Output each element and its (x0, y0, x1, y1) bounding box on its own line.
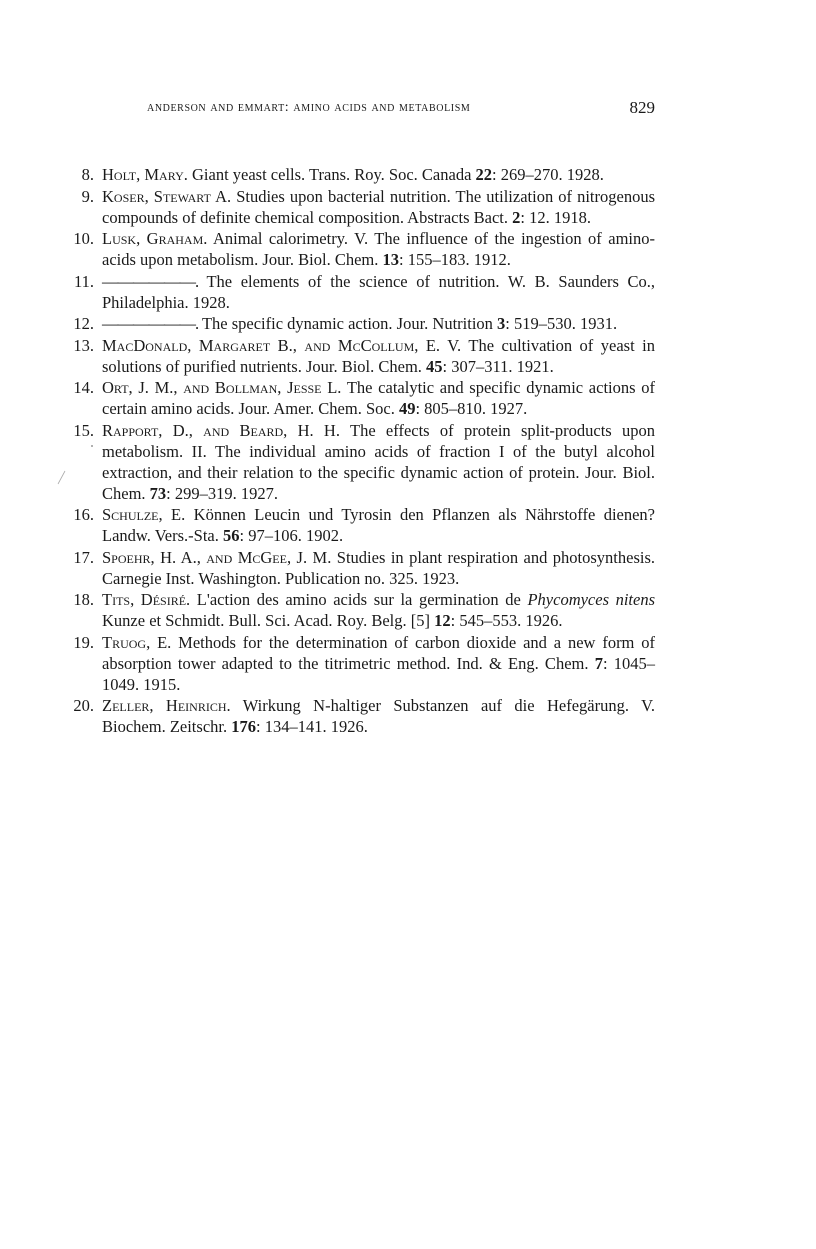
reference-item: 19. Truog, E. Methods for the determination of carbon dioxide and a new form of absorption tower adapted to the titrimetric method. Ind. & Eng. Chem. 7: 1045–1049. 1915. (73, 632, 656, 694)
reference-item: 10. Lusk, Graham. Animal calorimetry. V. The influence of the ingestion of amino-acids upon metabolism. Jour. Biol. Chem. 13: 155–183. 1912. (73, 229, 655, 269)
reference-item: 18. Tits, Désiré. L'action des amino acids sur la germination de Phycomyces nitens Kunze et Schmidt. Bull. Sci. Acad. Roy. Belg. [5] 12: 545–553. 1926. (73, 590, 656, 630)
reference-item: 16. Schulze, E. Können Leucin und Tyrosin den Pflanzen als Nährstoffe dienen? Landw. Vers.-Sta. 56: 97–106. 1902. (73, 505, 655, 545)
page-number: 829 (629, 98, 655, 117)
running-title: anderson and emmart: amino acids and metabolism (147, 100, 471, 115)
reference-item: 11. ——————. The elements of the science of nutrition. W. B. Saunders Co., Philadelphia. 1928. (73, 271, 655, 312)
reference-item: 13. MacDonald, Margaret B., and McCollum, E. V. The cultivation of yeast in solutions of purified nutrients. Jour. Biol. Chem. 45: 307–311. 1921. (73, 335, 655, 376)
reference-item: 9. Koser, Stewart A. Studies upon bacterial nutrition. The utilization of nitrogenous compounds of definite chemical composition. Abstracts Bact. 2: 12. 1918. (81, 186, 655, 227)
reference-item: 12. ——————. The specific dynamic action. Jour. Nutrition 3: 519–530. 1931. (73, 314, 618, 333)
running-header (147, 98, 655, 122)
reference-item: 17. Spoehr, H. A., and McGee, J. M. Studies in plant respiration and photosynthesis. Carnegie Inst. Washington. Publication no. 325. 1923. (73, 547, 656, 588)
reference-item: 20. Zeller, Heinrich. Wirkung N-haltiger Substanzen auf die Hefegärung. V. Biochem. Zeitschr. 176: 134–141. 1926. (73, 696, 656, 736)
reference-item: 8. Holt, Mary. Giant yeast cells. Trans. Roy. Soc. Canada 22: 269–270. 1928. (81, 165, 604, 184)
reference-item: 14. Ort, J. M., and Bollman, Jesse L. The catalytic and specific dynamic actions of certain amino acids. Jour. Amer. Chem. Soc. 49: 805–810. 1927. (73, 378, 655, 418)
reference-item: 15. Rapport, D., and Beard, H. H. The effects of protein split-products upon metabolism. II. The individual amino acids of fraction I of the butyl alcohol extraction, and their relation to the specific dynamic action of protein. Jour. Biol. Chem. 73: 299–319. 1927. (73, 420, 656, 503)
reference-list (62, 164, 655, 738)
